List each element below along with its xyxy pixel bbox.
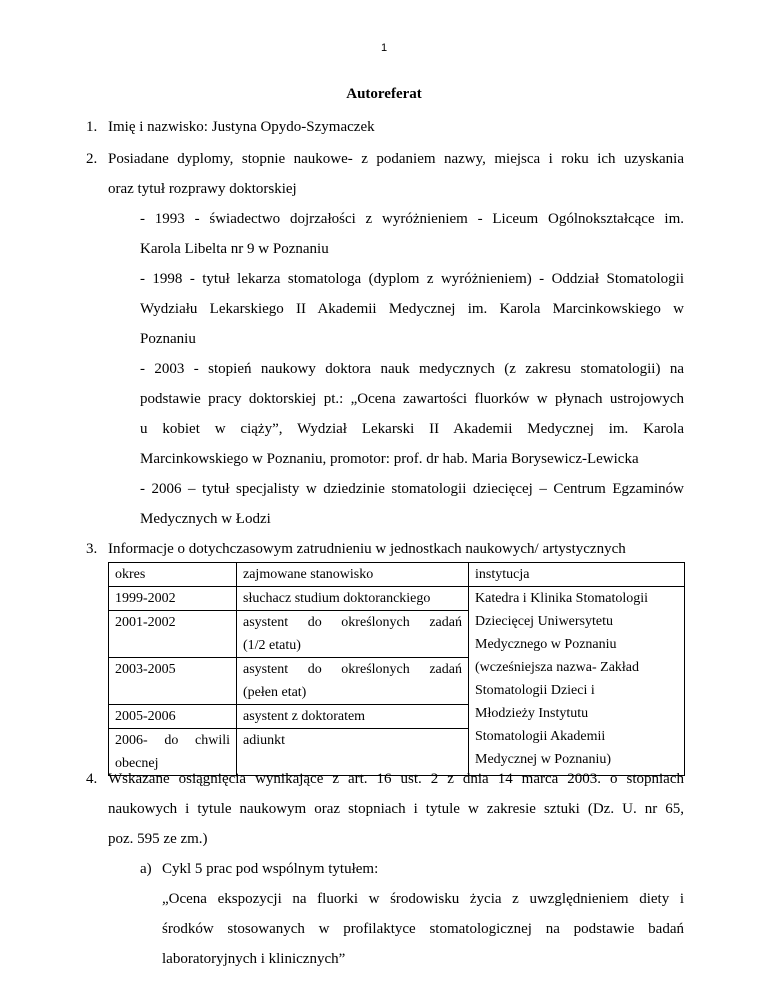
period-line: obecnej — [115, 756, 159, 771]
institution-line: (wcześniejsza nazwa- Zakład — [475, 660, 640, 675]
institution-line: Medycznego w Poznaniu — [475, 637, 617, 652]
diploma-line: - 1993 - świadectwo dojrzałości z wyróżnieniem - Liceum Ogólnokształcące im. — [140, 211, 684, 227]
item-4-line: Wskazane osiągnięcia wynikające z art. 16 ust. 2 z dnia 14 marca 2003. o stopniach — [108, 771, 684, 787]
position-cell — [237, 729, 469, 776]
position-line: (1/2 etatu) — [243, 638, 301, 653]
diploma-line: u kobiet w ciąży”, Wydział Lekarski II Akademii Medycznej im. Karola — [140, 421, 684, 437]
quote-line: środków stosowanych w profilaktyce stomatologicznej na podstawie badań — [162, 921, 684, 937]
quote-line: „Ocena ekspozycji na fluorki w środowisku życia z uwzględnieniem diety i — [162, 891, 684, 907]
diploma-line: - 1998 - tytuł lekarza stomatologa (dyplom z wyróżnieniem) - Oddział Stomatologii — [140, 271, 684, 287]
item-4-line: poz. 595 ze zm.) — [108, 831, 208, 847]
item-1-number: 1. — [86, 119, 98, 135]
period-cell — [109, 729, 237, 776]
position-cell — [237, 705, 469, 729]
position-line: asystent do określonych zadań — [243, 615, 462, 630]
item-4-number: 4. — [86, 771, 98, 787]
position-line: asystent do określonych zadań — [243, 662, 462, 677]
item-3-number: 3. — [86, 541, 98, 557]
page-number: 1 — [380, 42, 388, 54]
quote-line: laboratoryjnych i klinicznych” — [162, 951, 346, 967]
diploma-line: Poznaniu — [140, 331, 196, 347]
position-cell — [237, 587, 469, 611]
sub-item-a-label: a) — [140, 861, 152, 877]
diploma-line: - 2006 – tytuł specjalisty w dziedzinie stomatologii dziecięcej – Centrum Egzaminów — [140, 481, 684, 497]
position-line: asystent z doktoratem — [243, 709, 366, 724]
sub-item-a-text: Cykl 5 prac pod wspólnym tytułem: — [162, 861, 379, 877]
institution-line: Dziecięcej Uniwersytetu — [475, 614, 613, 629]
position-cell — [237, 611, 469, 658]
period-cell: 1999-2002 — [109, 587, 237, 611]
position-line: (pełen etat) — [243, 685, 307, 700]
position-cell — [237, 658, 469, 705]
period-cell: 2005-2006 — [109, 705, 237, 729]
institution-line: Medycznej w Poznaniu) — [475, 752, 612, 767]
header-cell: okres — [109, 563, 237, 587]
period-cell: 2001-2002 — [109, 611, 237, 658]
item-2-number: 2. — [86, 151, 98, 167]
institution-line: Stomatologii Akademii — [475, 729, 606, 744]
diploma-line: - 2003 - stopień naukowy doktora nauk medycznych (z zakresu stomatologii) na — [140, 361, 684, 377]
document-title: Autoreferat — [346, 86, 422, 102]
diploma-line: Medycznych w Łodzi — [140, 511, 271, 527]
item-4-line: naukowych i tytule naukowym oraz stopniach i tytule w zakresie sztuki (Dz. U. nr 65, — [108, 801, 684, 817]
position-line: adiunkt — [243, 733, 285, 748]
diploma-line: podstawie pracy doktorskiej pt.: „Ocena zawartości fluorków w płynach ustrojowych — [140, 391, 684, 407]
period-line: 2006- do chwili — [115, 733, 230, 748]
header-cell: zajmowane stanowisko — [237, 563, 469, 587]
employment-table — [108, 562, 685, 776]
institution-line: Stomatologii Dzieci i — [475, 683, 595, 698]
item-2-line: Posiadane dyplomy, stopnie naukowe- z podaniem nazwy, miejsca i roku ich uzyskania — [108, 151, 684, 167]
institution-line: Katedra i Klinika Stomatologii — [475, 591, 649, 606]
header-cell: instytucja — [469, 563, 685, 587]
item-1-text: Imię i nazwisko: Justyna Opydo-Szymaczek — [108, 119, 375, 135]
item-3-text: Informacje o dotychczasowym zatrudnieniu w jednostkach naukowych/ artystycznych — [108, 541, 626, 557]
diploma-line: Karola Libelta nr 9 w Poznaniu — [140, 241, 329, 257]
diploma-line: Marcinkowskiego w Poznaniu, promotor: prof. dr hab. Maria Borysewicz-Lewicka — [140, 451, 639, 467]
institution-cell — [469, 587, 685, 776]
institution-line: Młodzieży Instytutu — [475, 706, 589, 721]
diploma-line: Wydziału Lekarskiego II Akademii Medycznej im. Karola Marcinkowskiego w — [140, 301, 684, 317]
table-header-row — [109, 563, 685, 587]
table-row — [109, 587, 685, 611]
position-line: słuchacz studium doktoranckiego — [243, 591, 431, 606]
item-2-line: oraz tytuł rozprawy doktorskiej — [108, 181, 297, 197]
period-cell: 2003-2005 — [109, 658, 237, 705]
